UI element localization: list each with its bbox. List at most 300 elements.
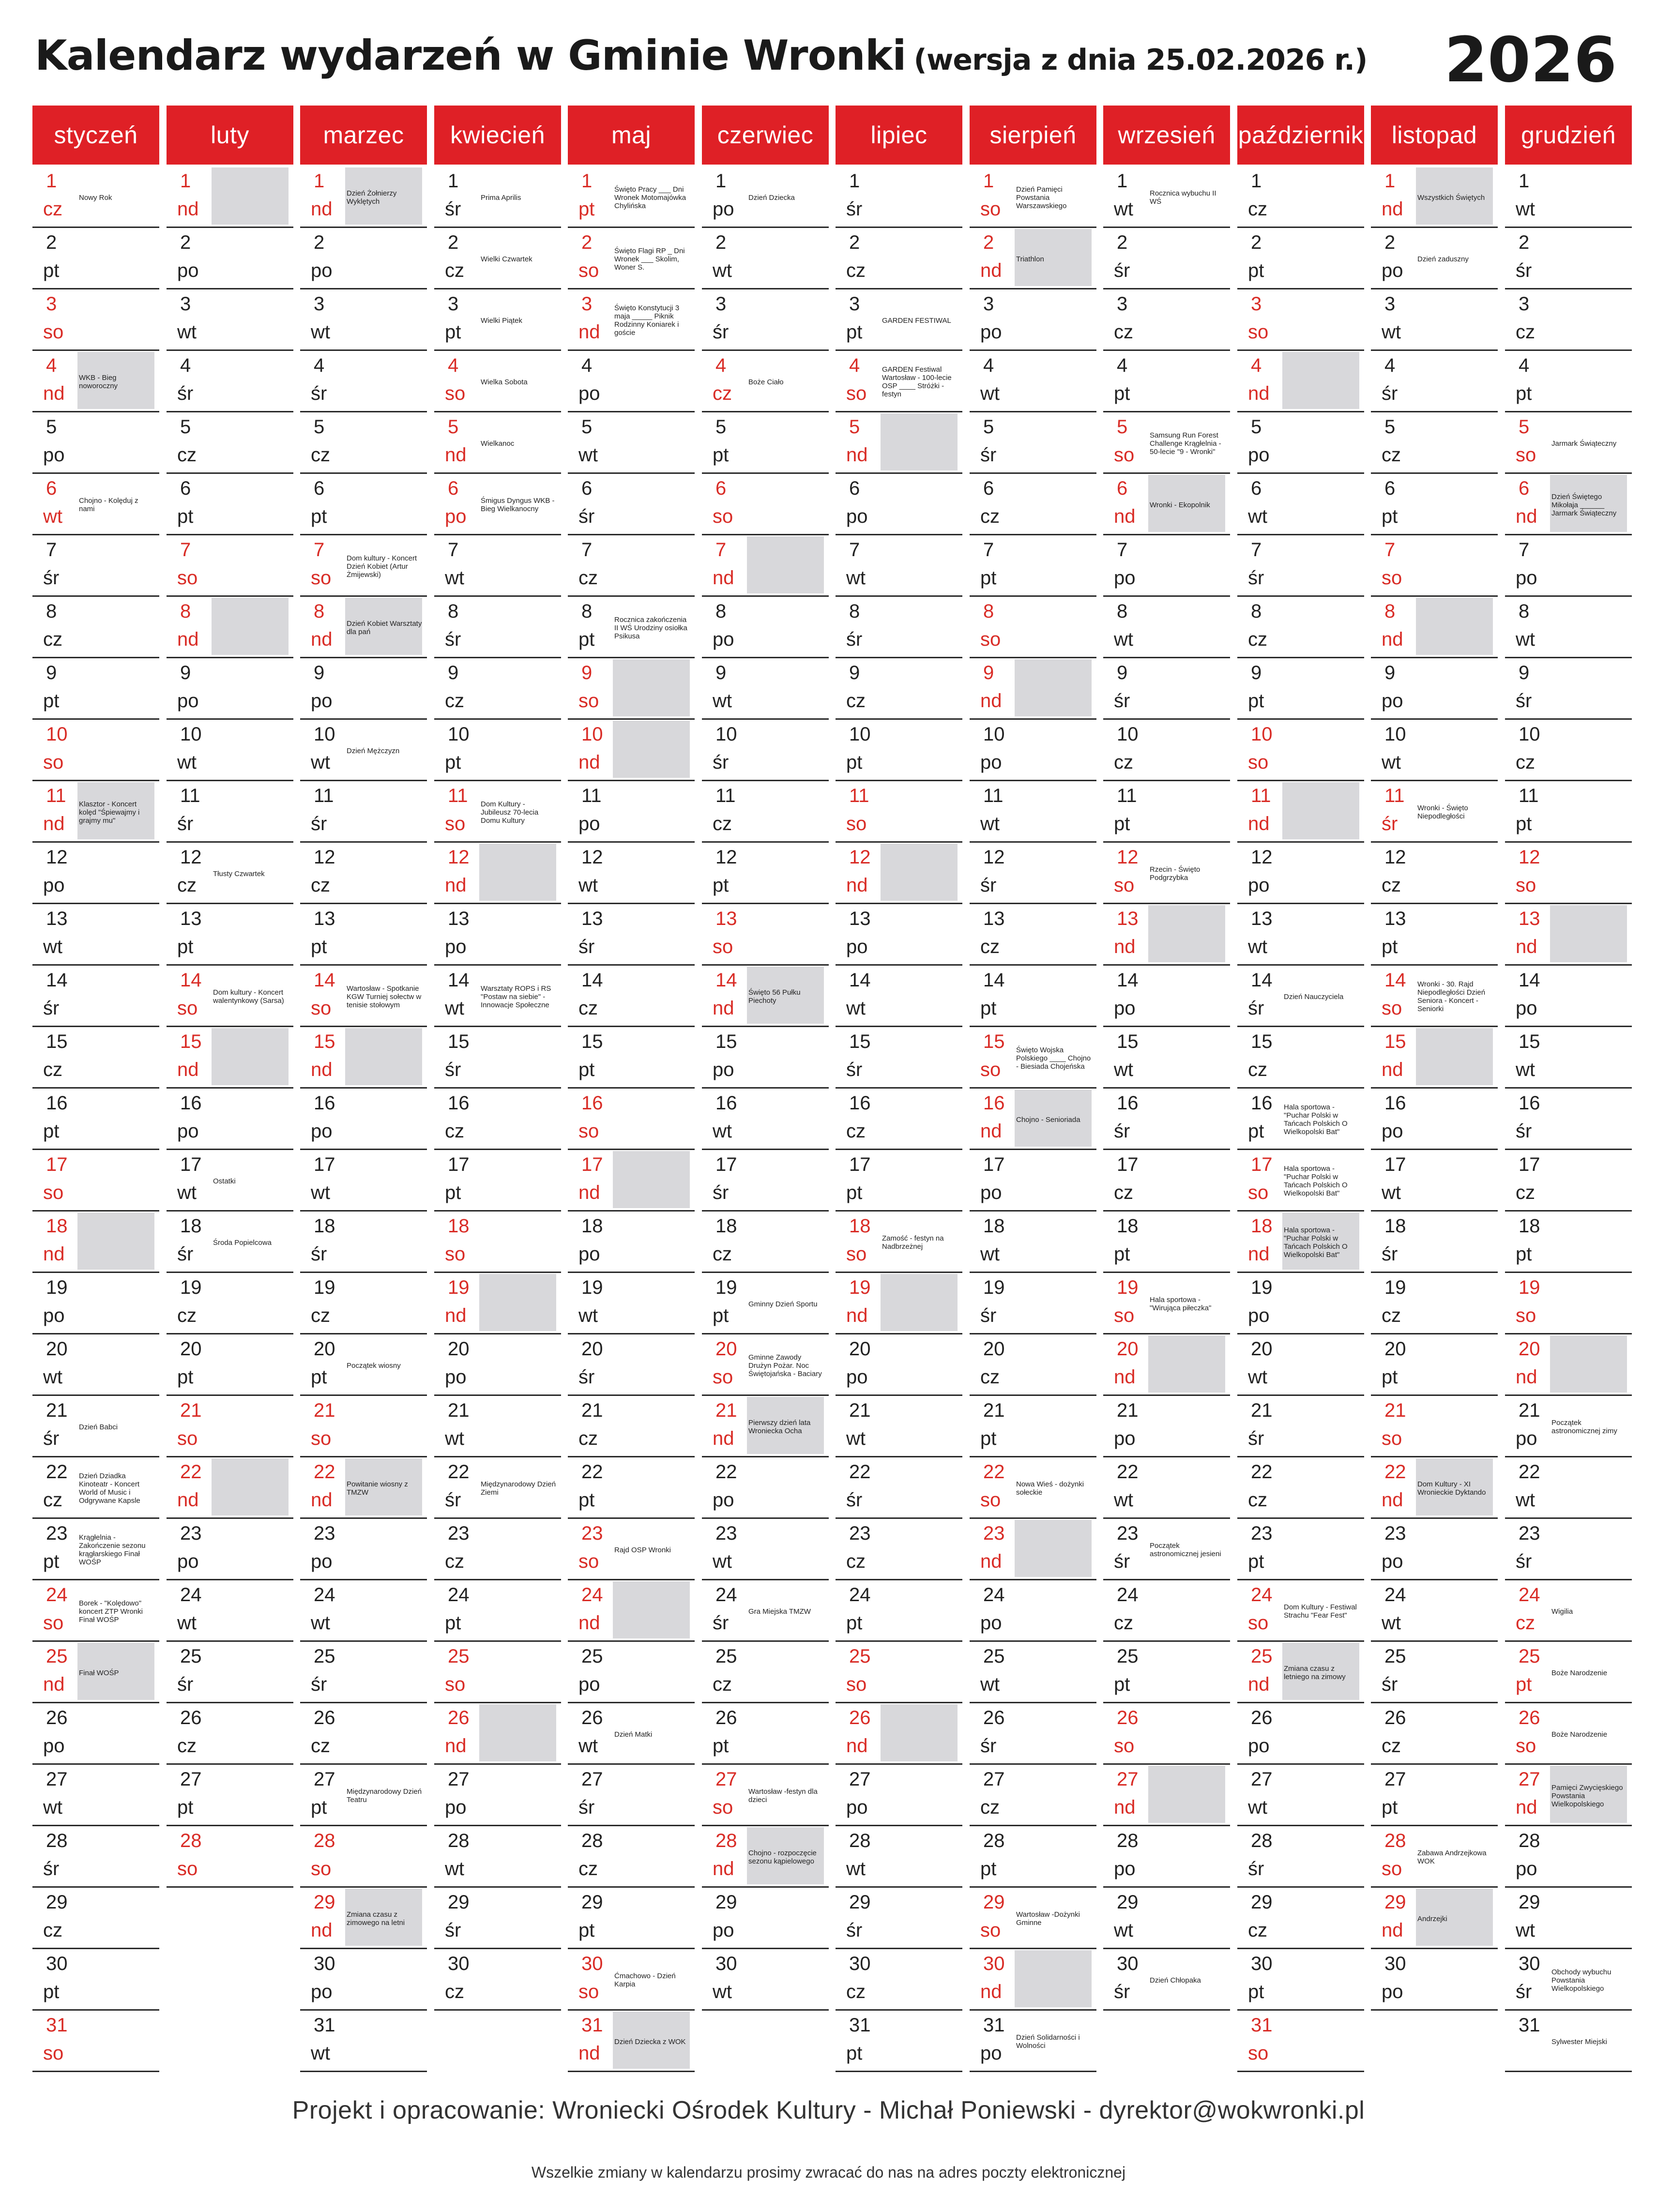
- day-cell: [702, 1150, 829, 1212]
- day-cell: [1505, 1396, 1632, 1457]
- event-note: [882, 1218, 958, 1267]
- day-cell: [836, 1089, 962, 1150]
- day-number: 24: [180, 1584, 202, 1606]
- day-cell: [300, 658, 427, 720]
- day-number: 3: [849, 293, 860, 315]
- day-number: 2: [1117, 232, 1128, 253]
- day-cell: [1237, 289, 1364, 351]
- day-number: 11: [314, 785, 334, 806]
- weekday-abbr: cz: [980, 936, 1000, 957]
- day-cell: [1103, 781, 1230, 843]
- weekday-abbr: cz: [578, 567, 598, 589]
- day-cell: [32, 1888, 159, 1949]
- weekday-abbr: pt: [177, 506, 194, 527]
- day-cell: [568, 1703, 695, 1765]
- day-cell: [1237, 597, 1364, 658]
- day-number: 17: [46, 1154, 68, 1175]
- holiday-shade: [1416, 1028, 1493, 1085]
- weekday-abbr: so: [445, 1243, 466, 1265]
- day-cell: [970, 1089, 1096, 1150]
- day-number: 6: [1251, 478, 1262, 499]
- month-column: [1103, 106, 1230, 2076]
- weekday-abbr: śr: [43, 1858, 60, 1879]
- event-text: Dom Kultury - Jubileusz 70-lecia Domu Kultury: [481, 800, 539, 825]
- day-cell: [702, 966, 829, 1027]
- day-number: 24: [581, 1584, 603, 1606]
- weekday-abbr: śr: [311, 383, 327, 404]
- weekday-abbr: so: [713, 936, 733, 957]
- day-number: 13: [715, 908, 737, 929]
- day-number: 27: [1519, 1769, 1540, 1790]
- day-number: 9: [1519, 662, 1530, 683]
- event-text: Chojno - rozpoczęcie sezonu kąpielowego: [748, 1849, 817, 1865]
- weekday-abbr: pt: [311, 1797, 327, 1818]
- weekday-abbr: so: [311, 567, 332, 589]
- day-number: 8: [581, 601, 593, 622]
- day-number: 11: [849, 785, 869, 806]
- day-number: 6: [983, 478, 994, 499]
- holiday-shade: [1282, 352, 1359, 409]
- day-number: 12: [448, 847, 470, 868]
- day-cell: [836, 1888, 962, 1949]
- weekday-abbr: nd: [1516, 1797, 1537, 1818]
- day-number: 29: [1519, 1892, 1540, 1913]
- day-number: 5: [1117, 416, 1128, 438]
- day-cell: [568, 1580, 695, 1642]
- day-number: 26: [1117, 1707, 1139, 1728]
- event-text: Rajd OSP Wronki: [614, 1545, 671, 1554]
- title-bar: [29, 24, 1627, 99]
- day-cell: [434, 1457, 561, 1519]
- day-number: 22: [581, 1461, 603, 1483]
- day-cell: [300, 1396, 427, 1457]
- weekday-abbr: śr: [311, 1674, 327, 1695]
- day-cell: [970, 535, 1096, 597]
- holiday-shade: [613, 1581, 690, 1638]
- weekday-abbr: śr: [1248, 998, 1264, 1019]
- day-cell: [1103, 1334, 1230, 1396]
- month-column: [702, 106, 829, 2076]
- day-number: 5: [1384, 416, 1396, 438]
- month-column: [970, 106, 1096, 2076]
- day-cell: [836, 1457, 962, 1519]
- day-cell: [568, 720, 695, 781]
- day-number: 12: [983, 847, 1005, 868]
- day-cell: [1371, 1457, 1498, 1519]
- month-column: [300, 106, 427, 2076]
- day-cell: [1103, 1273, 1230, 1334]
- day-number: 30: [1519, 1953, 1540, 1974]
- day-number: 30: [849, 1953, 871, 1974]
- event-note: [79, 1464, 154, 1513]
- weekday-abbr: po: [1382, 260, 1403, 281]
- day-cell: [702, 535, 829, 597]
- day-cell: [970, 1949, 1096, 2011]
- weekday-abbr: nd: [1382, 629, 1403, 650]
- holiday-shade: [1550, 905, 1627, 962]
- weekday-abbr: cz: [1382, 444, 1401, 466]
- event-text: Wartosław -Dożynki Gminne: [1016, 1910, 1080, 1927]
- day-cell: [1103, 1949, 1230, 2011]
- weekday-abbr: so: [177, 998, 198, 1019]
- day-cell: [167, 1027, 293, 1089]
- day-number: 25: [849, 1646, 871, 1667]
- day-cell: [434, 289, 561, 351]
- row-divider: [434, 2009, 561, 2011]
- weekday-abbr: so: [1114, 875, 1135, 896]
- weekday-abbr: pt: [1382, 506, 1398, 527]
- event-text: Wartosław - Spotkanie KGW Turniej sołectw w tenisie stołowym: [347, 984, 422, 1009]
- weekday-abbr: pt: [1248, 260, 1264, 281]
- day-cell: [434, 720, 561, 781]
- weekday-abbr: pt: [980, 1858, 997, 1879]
- day-cell: [300, 167, 427, 228]
- day-cell: [167, 474, 293, 535]
- day-cell: [836, 843, 962, 904]
- row-divider: [1237, 2071, 1364, 2072]
- weekday-abbr: pt: [445, 321, 461, 343]
- weekday-abbr: so: [1516, 444, 1536, 466]
- day-number: 5: [581, 416, 593, 438]
- holiday-shade: [1148, 1766, 1225, 1823]
- day-cell: [970, 1150, 1096, 1212]
- event-text: Międzynarodowy Dzień Teatru: [347, 1788, 422, 1804]
- day-number: 3: [1519, 293, 1530, 315]
- day-cell: [1371, 1334, 1498, 1396]
- event-text: Boże Narodzenie: [1551, 1668, 1608, 1677]
- day-cell: [1103, 228, 1230, 289]
- weekday-abbr: nd: [445, 444, 467, 466]
- day-cell: [836, 1334, 962, 1396]
- weekday-abbr: cz: [1516, 752, 1535, 773]
- day-number: 20: [1519, 1338, 1540, 1360]
- day-cell: [970, 1642, 1096, 1703]
- weekday-abbr: nd: [980, 1981, 1002, 2002]
- day-number: 20: [46, 1338, 68, 1360]
- weekday-abbr: pt: [43, 1981, 60, 2002]
- day-number: 4: [849, 355, 860, 376]
- event-note: [481, 296, 556, 345]
- holiday-shade: [613, 659, 690, 716]
- day-number: 23: [1251, 1523, 1273, 1544]
- weekday-abbr: śr: [980, 1305, 997, 1326]
- weekday-abbr: śr: [1516, 1121, 1532, 1142]
- weekday-abbr: cz: [846, 1551, 866, 1572]
- day-number: 7: [1251, 539, 1262, 561]
- day-cell: [434, 781, 561, 843]
- event-text: Dzień Babci: [79, 1423, 118, 1431]
- day-number: 24: [448, 1584, 470, 1606]
- day-cell: [167, 535, 293, 597]
- day-number: 19: [983, 1277, 1005, 1298]
- day-cell: [167, 1642, 293, 1703]
- day-number: 10: [849, 724, 871, 745]
- day-number: 21: [983, 1400, 1005, 1421]
- event-text: Dzień Żołnierzy Wyklętych: [347, 189, 397, 206]
- weekday-abbr: nd: [1114, 1366, 1136, 1388]
- day-cell: [1505, 720, 1632, 781]
- day-cell: [1505, 781, 1632, 843]
- day-number: 4: [983, 355, 994, 376]
- day-number: 13: [314, 908, 335, 929]
- event-text: Dzień Solidarności i Wolności: [1016, 2033, 1080, 2050]
- day-number: 7: [1384, 539, 1396, 561]
- day-number: 13: [1519, 908, 1540, 929]
- weekday-abbr: wt: [43, 1797, 62, 1818]
- day-number: 12: [1251, 847, 1273, 868]
- day-cell: [1505, 597, 1632, 658]
- day-number: 15: [715, 1031, 737, 1052]
- weekday-abbr: wt: [846, 567, 866, 589]
- day-number: 26: [715, 1707, 737, 1728]
- weekday-abbr: wt: [43, 1366, 62, 1388]
- day-number: 20: [581, 1338, 603, 1360]
- day-number: 19: [1384, 1277, 1406, 1298]
- weekday-abbr: po: [846, 1366, 868, 1388]
- month-column: [1371, 106, 1498, 2076]
- day-cell: [568, 1642, 695, 1703]
- day-cell: [300, 412, 427, 474]
- day-cell: [702, 720, 829, 781]
- weekday-abbr: wt: [43, 506, 62, 527]
- weekday-abbr: wt: [445, 998, 464, 1019]
- weekday-abbr: so: [177, 567, 198, 589]
- day-number: 3: [1251, 293, 1262, 315]
- day-cell: [434, 1089, 561, 1150]
- day-number: 4: [448, 355, 459, 376]
- day-number: 22: [314, 1461, 335, 1483]
- day-cell: [836, 720, 962, 781]
- weekday-abbr: nd: [311, 1920, 333, 1941]
- day-number: 10: [1384, 724, 1406, 745]
- weekday-abbr: cz: [1114, 752, 1133, 773]
- event-text: Wigilia: [1551, 1607, 1573, 1616]
- weekday-abbr: po: [713, 1489, 734, 1511]
- day-cell: [568, 1826, 695, 1888]
- day-number: 21: [1117, 1400, 1139, 1421]
- day-number: 6: [715, 478, 727, 499]
- day-cell: [167, 1273, 293, 1334]
- day-cell: [1371, 658, 1498, 720]
- day-cell: [300, 720, 427, 781]
- day-cell: [32, 228, 159, 289]
- weekday-abbr: cz: [980, 1366, 1000, 1388]
- weekday-abbr: cz: [578, 1428, 598, 1449]
- event-text: Dzień Świętego Mikołaja ______ Jarmark Świąteczny: [1551, 492, 1617, 517]
- day-number: 8: [983, 601, 994, 622]
- weekday-abbr: wt: [578, 1735, 598, 1757]
- day-cell: [1103, 474, 1230, 535]
- day-cell: [836, 1765, 962, 1826]
- holiday-shade: [613, 721, 690, 778]
- day-cell: [300, 904, 427, 966]
- event-note: [614, 1526, 690, 1574]
- weekday-abbr: po: [445, 1797, 467, 1818]
- event-note: [79, 1526, 154, 1574]
- day-number: 12: [1117, 847, 1139, 868]
- day-cell: [300, 1519, 427, 1580]
- weekday-abbr: so: [846, 383, 867, 404]
- day-cell: [434, 1150, 561, 1212]
- weekday-abbr: pt: [1516, 813, 1532, 834]
- day-number: 19: [849, 1277, 871, 1298]
- day-cell: [970, 1826, 1096, 1888]
- day-number: 25: [1519, 1646, 1540, 1667]
- weekday-abbr: pt: [846, 2043, 863, 2064]
- event-note: [614, 2017, 690, 2066]
- month-column: [568, 106, 695, 2076]
- event-text: Obchody wybuchu Powstania Wielkopolskiego: [1551, 1968, 1611, 1993]
- day-number: 8: [314, 601, 325, 622]
- day-cell: [702, 904, 829, 966]
- day-number: 6: [1384, 478, 1396, 499]
- event-note: [1284, 1218, 1359, 1267]
- day-cell: [1237, 658, 1364, 720]
- day-number: 23: [1519, 1523, 1540, 1544]
- holiday-shade: [1282, 782, 1359, 839]
- event-text: Chojno - Senioriada: [1016, 1115, 1080, 1124]
- weekday-abbr: cz: [43, 629, 62, 650]
- day-number: 25: [983, 1646, 1005, 1667]
- weekday-abbr: so: [1382, 567, 1402, 589]
- day-number: 3: [314, 293, 325, 315]
- day-cell: [836, 1642, 962, 1703]
- event-text: Środa Popielcowa: [213, 1238, 272, 1247]
- day-number: 9: [1117, 662, 1128, 683]
- day-number: 13: [581, 908, 603, 929]
- weekday-abbr: cz: [846, 690, 866, 712]
- weekday-abbr: wt: [713, 260, 732, 281]
- weekday-abbr: nd: [43, 813, 65, 834]
- weekday-abbr: śr: [1248, 1858, 1264, 1879]
- day-cell: [1505, 474, 1632, 535]
- day-cell: [1371, 597, 1498, 658]
- day-cell: [1103, 904, 1230, 966]
- day-number: 7: [715, 539, 727, 561]
- weekday-abbr: nd: [980, 690, 1002, 712]
- day-cell: [1237, 1580, 1364, 1642]
- weekday-abbr: śr: [578, 506, 595, 527]
- holiday-shade: [212, 1458, 289, 1515]
- day-cell: [1103, 843, 1230, 904]
- event-note: [1016, 1894, 1092, 1943]
- weekday-abbr: pt: [1248, 1981, 1264, 2002]
- day-cell: [1505, 966, 1632, 1027]
- day-cell: [568, 1949, 695, 2011]
- weekday-abbr: pt: [980, 998, 997, 1019]
- event-note: [882, 358, 958, 406]
- weekday-abbr: nd: [1248, 813, 1270, 834]
- day-number: 30: [983, 1953, 1005, 1974]
- day-cell: [167, 597, 293, 658]
- event-text: Gra Miejska TMZW: [748, 1607, 811, 1616]
- day-number: 30: [448, 1953, 470, 1974]
- weekday-abbr: wt: [311, 321, 330, 343]
- weekday-abbr: nd: [980, 260, 1002, 281]
- weekday-abbr: so: [1114, 1735, 1135, 1757]
- event-text: Prima Aprilis: [481, 193, 521, 202]
- day-number: 20: [849, 1338, 871, 1360]
- weekday-abbr: śr: [846, 629, 863, 650]
- weekday-abbr: cz: [1248, 198, 1267, 220]
- day-number: 25: [715, 1646, 737, 1667]
- weekday-abbr: pt: [311, 936, 327, 957]
- event-text: Wszystkich Świętych: [1417, 193, 1485, 202]
- weekday-abbr: nd: [980, 1551, 1002, 1572]
- day-cell: [434, 1334, 561, 1396]
- event-note: [1150, 1526, 1225, 1574]
- day-number: 12: [715, 847, 737, 868]
- event-text: Dzień Pamięci Powstania Warszawskiego: [1016, 185, 1067, 210]
- day-cell: [167, 904, 293, 966]
- weekday-abbr: nd: [1114, 1797, 1136, 1818]
- weekday-abbr: cz: [1248, 1059, 1267, 1080]
- weekday-abbr: so: [1248, 1182, 1269, 1203]
- day-cell: [568, 1396, 695, 1457]
- day-number: 7: [448, 539, 459, 561]
- day-cell: [1103, 1826, 1230, 1888]
- day-number: 31: [46, 2015, 68, 2036]
- holiday-shade: [479, 1704, 556, 1761]
- day-number: 10: [715, 724, 737, 745]
- weekday-abbr: pt: [177, 1797, 194, 1818]
- weekday-abbr: pt: [713, 1735, 729, 1757]
- event-note: [213, 1218, 289, 1267]
- day-cell: [1505, 658, 1632, 720]
- day-cell: [1103, 167, 1230, 228]
- weekday-abbr: nd: [713, 1858, 734, 1879]
- weekday-abbr: śr: [311, 813, 327, 834]
- weekday-abbr: wt: [311, 1182, 330, 1203]
- weekday-abbr: pt: [445, 1612, 461, 1634]
- weekday-abbr: wt: [846, 1428, 866, 1449]
- day-cell: [1505, 1580, 1632, 1642]
- day-cell: [1371, 535, 1498, 597]
- weekday-abbr: wt: [846, 998, 866, 1019]
- day-cell: [32, 1642, 159, 1703]
- weekday-abbr: wt: [177, 1182, 197, 1203]
- day-number: 27: [983, 1769, 1005, 1790]
- day-number: 14: [983, 970, 1005, 991]
- event-note: [1150, 481, 1225, 529]
- day-cell: [1505, 843, 1632, 904]
- day-cell: [1371, 966, 1498, 1027]
- day-cell: [568, 1765, 695, 1826]
- day-cell: [32, 1703, 159, 1765]
- weekday-abbr: nd: [177, 198, 199, 220]
- weekday-abbr: pt: [43, 260, 60, 281]
- day-cell: [836, 966, 962, 1027]
- day-cell: [568, 904, 695, 966]
- day-number: 24: [46, 1584, 68, 1606]
- day-number: 1: [1384, 170, 1396, 192]
- weekday-abbr: wt: [1248, 1366, 1267, 1388]
- event-note: [347, 1894, 422, 1943]
- event-text: Jarmark Świąteczny: [1551, 439, 1617, 448]
- day-number: 2: [1384, 232, 1396, 253]
- month-header: wrzesień: [1103, 106, 1230, 165]
- event-note: [347, 727, 422, 775]
- event-text: Dzień zaduszny: [1417, 255, 1469, 263]
- weekday-abbr: po: [846, 936, 868, 957]
- weekday-abbr: pt: [1114, 383, 1130, 404]
- weekday-abbr: śr: [713, 1612, 729, 1634]
- weekday-abbr: po: [980, 1182, 1002, 1203]
- day-cell: [1103, 1642, 1230, 1703]
- day-number: 19: [314, 1277, 335, 1298]
- day-number: 12: [46, 847, 68, 868]
- event-note: [347, 972, 422, 1021]
